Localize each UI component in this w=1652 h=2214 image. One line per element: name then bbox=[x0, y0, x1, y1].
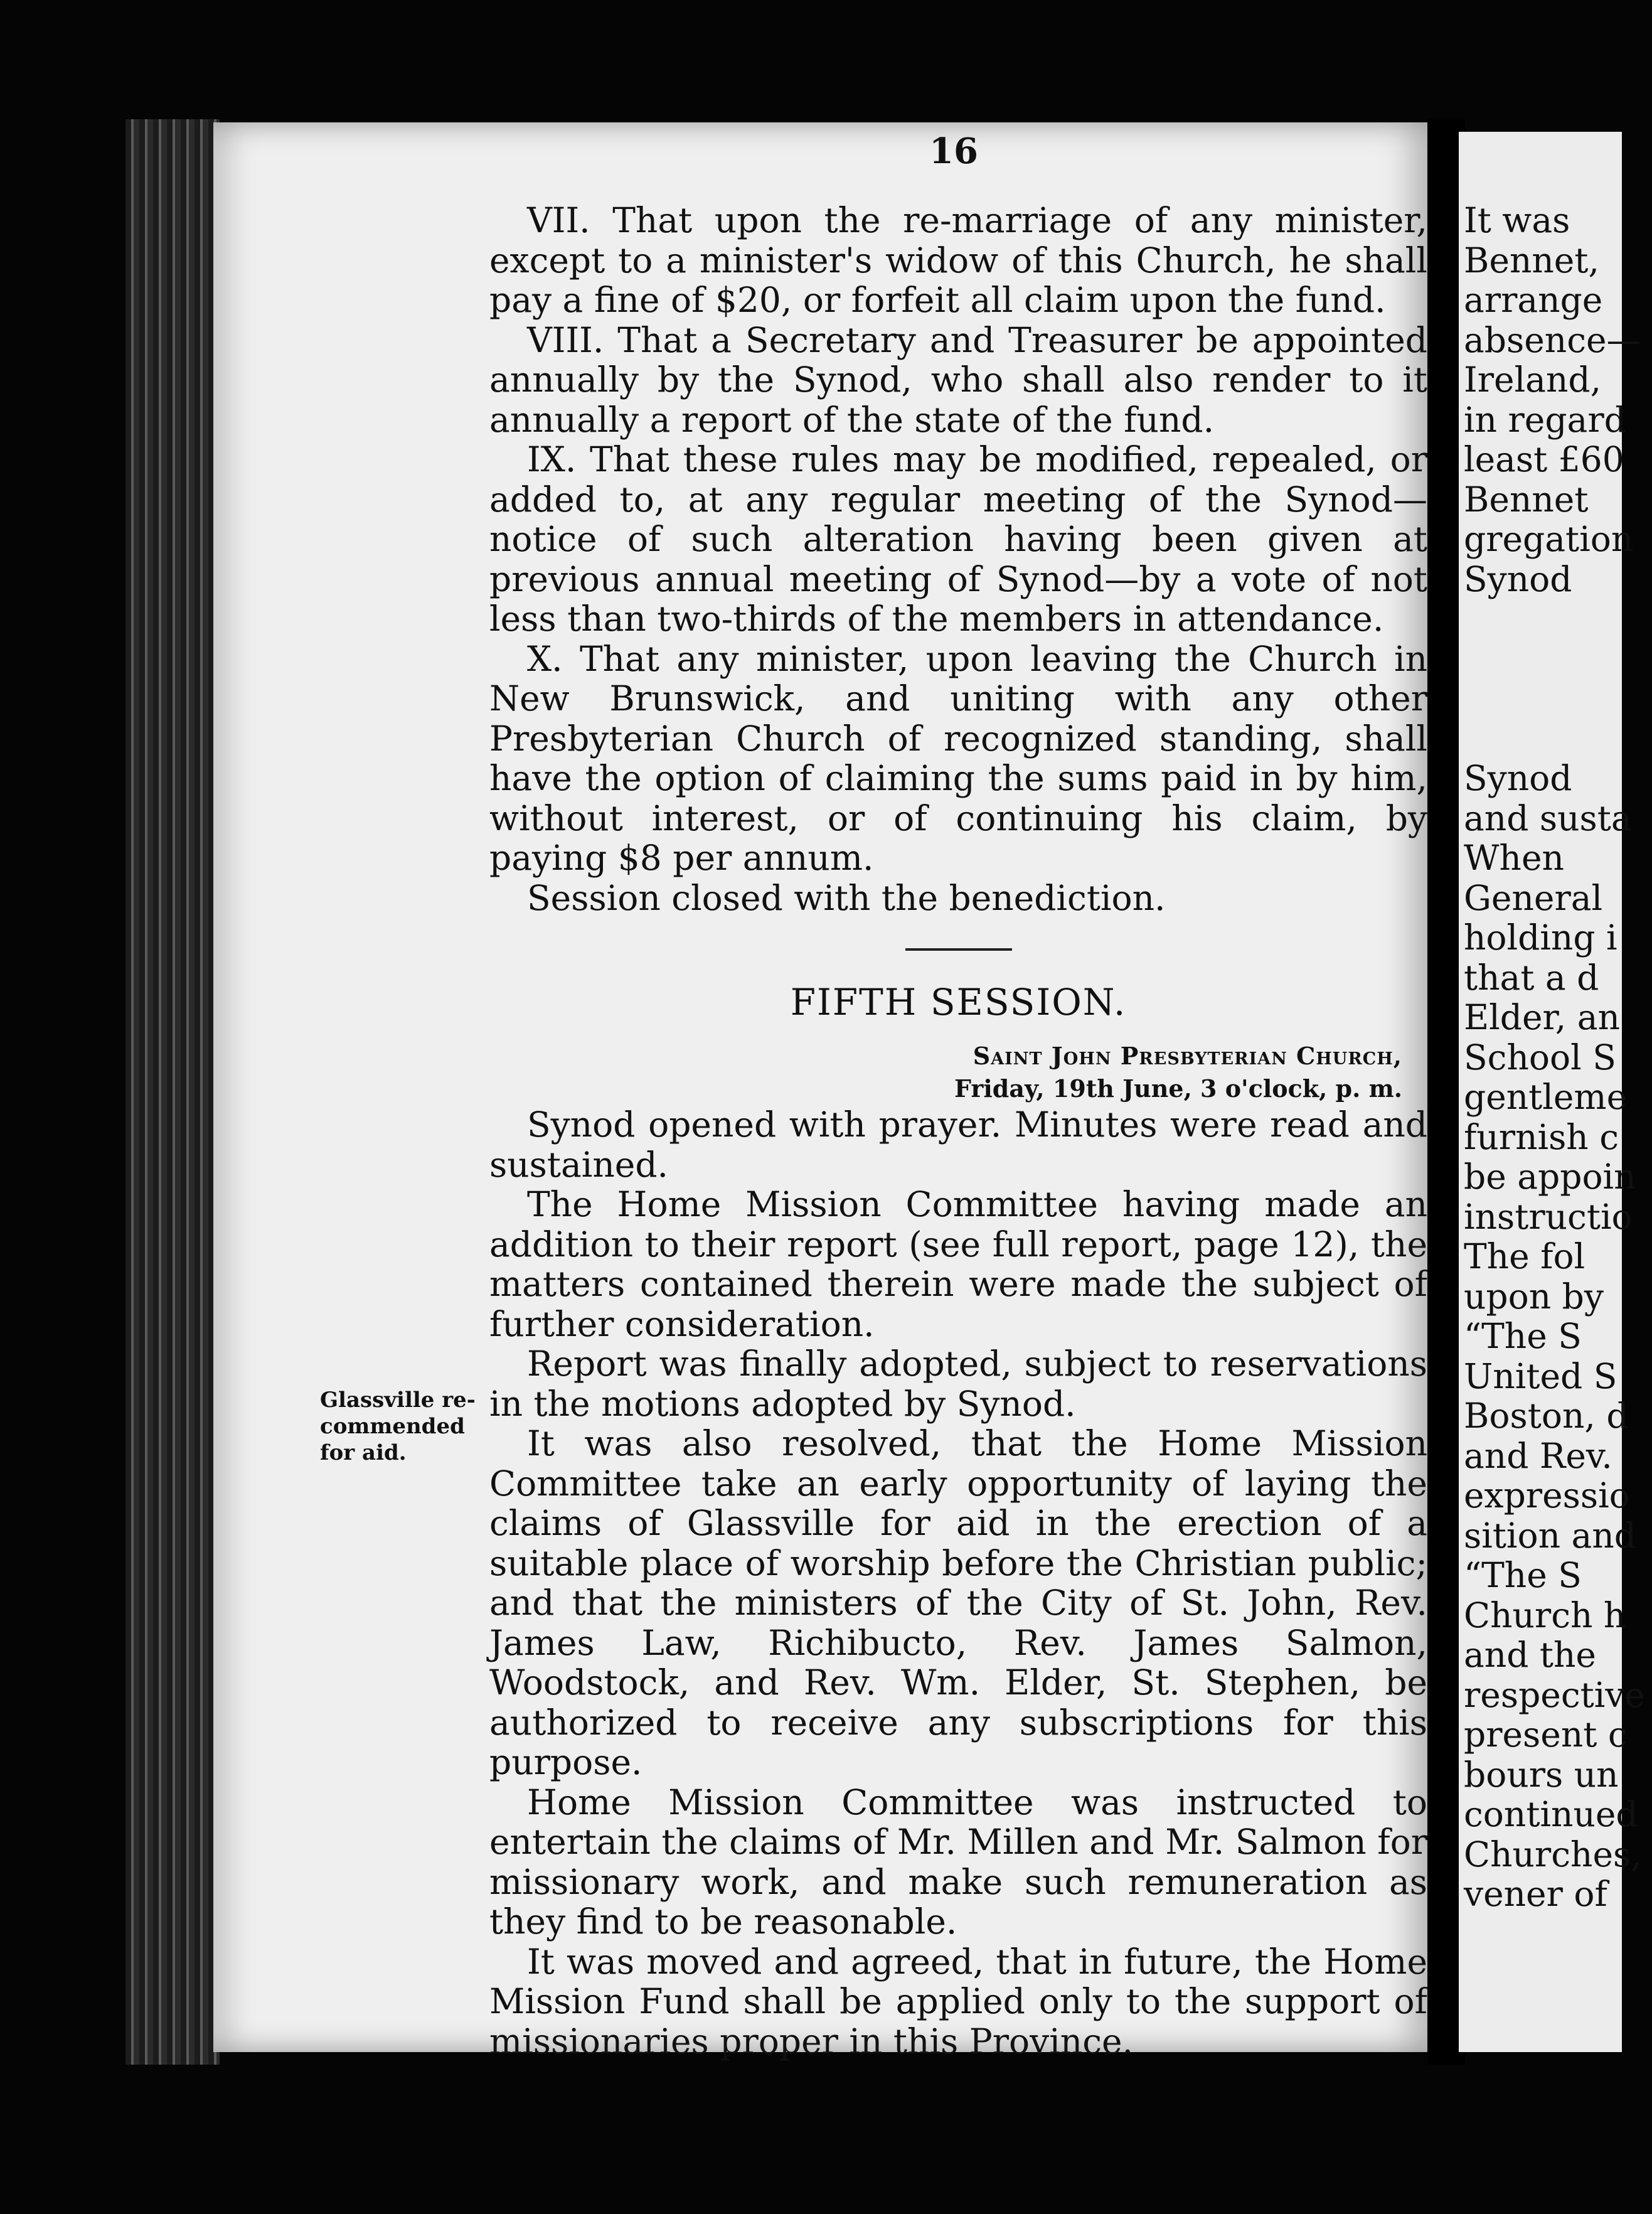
facing-page-line: arrange bbox=[1464, 280, 1603, 320]
facing-page-fragment bbox=[1459, 132, 1645, 2052]
rule-viii: VIII. That a Secretary and Treasurer be appointed annually by the Synod, who shall also render to it annually a report of the state of the fund. bbox=[489, 319, 1427, 440]
facing-page-line: furnish c bbox=[1464, 1116, 1619, 1157]
facing-page-line: and Rev. bbox=[1464, 1435, 1612, 1476]
session-closed: Session closed with the benediction. bbox=[527, 877, 1166, 918]
facing-page-line: upon by bbox=[1464, 1276, 1604, 1317]
facing-page-line: instructio bbox=[1464, 1196, 1633, 1237]
facing-page-line: continued bbox=[1464, 1794, 1638, 1834]
facing-page-line: It was bbox=[1464, 200, 1570, 240]
session-paragraph: Synod opened with prayer. Minutes were read and sustained. bbox=[489, 1104, 1427, 1185]
facing-page-line: in regard bbox=[1464, 399, 1626, 440]
facing-page-line: General bbox=[1464, 877, 1603, 918]
session-paragraph: Report was finally adopted, subject to reservations in the motions adopted by Synod. bbox=[489, 1344, 1427, 1424]
section-divider bbox=[905, 948, 1012, 951]
facing-page-line: gentleme bbox=[1464, 1077, 1628, 1117]
facing-page-line: United S bbox=[1464, 1356, 1617, 1396]
facing-page-text bbox=[1464, 201, 1652, 1915]
facing-page-line: holding i bbox=[1464, 917, 1617, 958]
facing-page-line: Boston, d bbox=[1464, 1396, 1629, 1436]
facing-page-line: When bbox=[1464, 838, 1564, 878]
facing-page-line: absence— bbox=[1464, 319, 1641, 360]
facing-page-line: “The S bbox=[1464, 1555, 1582, 1595]
session-place bbox=[489, 1040, 1427, 1105]
facing-page-line: present c bbox=[1464, 1714, 1628, 1755]
session-date-line: Friday, 19th June, 3 o'clock, p. m. bbox=[954, 1074, 1402, 1103]
facing-page-line: School S bbox=[1464, 1037, 1616, 1078]
facing-page-line: Synod bbox=[1464, 559, 1572, 599]
facing-page-line: expressio bbox=[1464, 1475, 1630, 1516]
book-page-edges bbox=[125, 119, 220, 2065]
margin-note-line: Glassville re- bbox=[320, 1388, 476, 1413]
facing-page-line bbox=[1464, 599, 1652, 639]
margin-note-line: commended bbox=[320, 1414, 465, 1439]
session-paragraph: Home Mission Committee was instructed to entertain the claims of Mr. Millen and Mr. Salmon for missionary work, and make such remuneration as they find to be reasonable. bbox=[489, 1782, 1427, 1942]
rule-ix: IX. That these rules may be modified, repealed, or added to, at any regular meeting of the Synod—notice of such alteration having been given at previous annual meeting of Synod—by a vote of not less than two-thirds of the members in attendance. bbox=[489, 439, 1427, 639]
facing-page-line: Churches, bbox=[1464, 1834, 1642, 1874]
facing-page-line: Ireland, bbox=[1464, 360, 1602, 400]
facing-page-line: and susta bbox=[1464, 798, 1632, 838]
facing-page-line: Bennet bbox=[1464, 479, 1589, 520]
facing-page-line bbox=[1464, 679, 1652, 719]
facing-page-line: Bennet, bbox=[1464, 240, 1599, 281]
session-paragraph: It was also resolved, that the Home Mission Committee take an early opportunity of laying the claims of Glassville for aid in the erection of a suitable place of worship before the Christian public; and that the ministers of the City of St. John, Rev. James Law, Richibucto, Rev. James Salmon, Woodstock, and Rev. Wm. Elder, St. Stephen, be authorized to receive any subscriptions for this purpose. bbox=[489, 1423, 1427, 1782]
session-paragraph: The Home Mission Committee having made an addition to their report (see full report, page 12), the matters contained therein were made the subject of further consideration. bbox=[489, 1184, 1427, 1344]
page-number: 16 bbox=[929, 131, 978, 172]
section-heading: FIFTH SESSION. bbox=[790, 981, 1127, 1024]
session-paragraph: It was moved and agreed, that in future, the Home Mission Fund shall be applied only to the support of missionaries proper in this Province. bbox=[489, 1941, 1427, 2062]
facing-page-line: vener of bbox=[1464, 1874, 1607, 1914]
facing-page-line: least £60 bbox=[1464, 439, 1624, 479]
margin-note bbox=[320, 1387, 483, 1466]
margin-note-line: for aid. bbox=[320, 1440, 407, 1465]
rule-vii: VII. That upon the re-marriage of any minister, except to a minister's widow of this Church, he shall pay a fine of $20, or forfeit all claim upon the fund. bbox=[489, 200, 1427, 320]
facing-page-line: Elder, an bbox=[1464, 997, 1620, 1037]
facing-page-line: Synod bbox=[1464, 758, 1572, 798]
facing-page-line: bours un bbox=[1464, 1754, 1619, 1795]
facing-page-line bbox=[1464, 639, 1652, 680]
facing-page-line: sition and bbox=[1464, 1515, 1636, 1556]
facing-page-line: be appoin bbox=[1464, 1157, 1636, 1197]
session-place-line: Saint John Presbyterian Church, bbox=[973, 1042, 1402, 1070]
facing-page-line: respective bbox=[1464, 1674, 1645, 1715]
facing-page-line: gregation bbox=[1464, 519, 1634, 559]
rule-x: X. That any minister, upon leaving the Church in New Brunswick, and uniting with any other Presbyterian Church of recognized standing, shall have the option of claiming the sums paid in by him, without interest, or of continuing his claim, by paying $8 per annum. bbox=[489, 638, 1427, 878]
facing-page-line: The fol bbox=[1464, 1236, 1585, 1276]
facing-page-line: “The S bbox=[1464, 1316, 1582, 1356]
facing-page-line: and the bbox=[1464, 1635, 1596, 1675]
facing-page-line: Church h bbox=[1464, 1595, 1626, 1635]
facing-page-line: that a d bbox=[1464, 957, 1599, 998]
facing-page-line bbox=[1464, 719, 1652, 759]
main-text-column bbox=[489, 201, 1427, 2062]
